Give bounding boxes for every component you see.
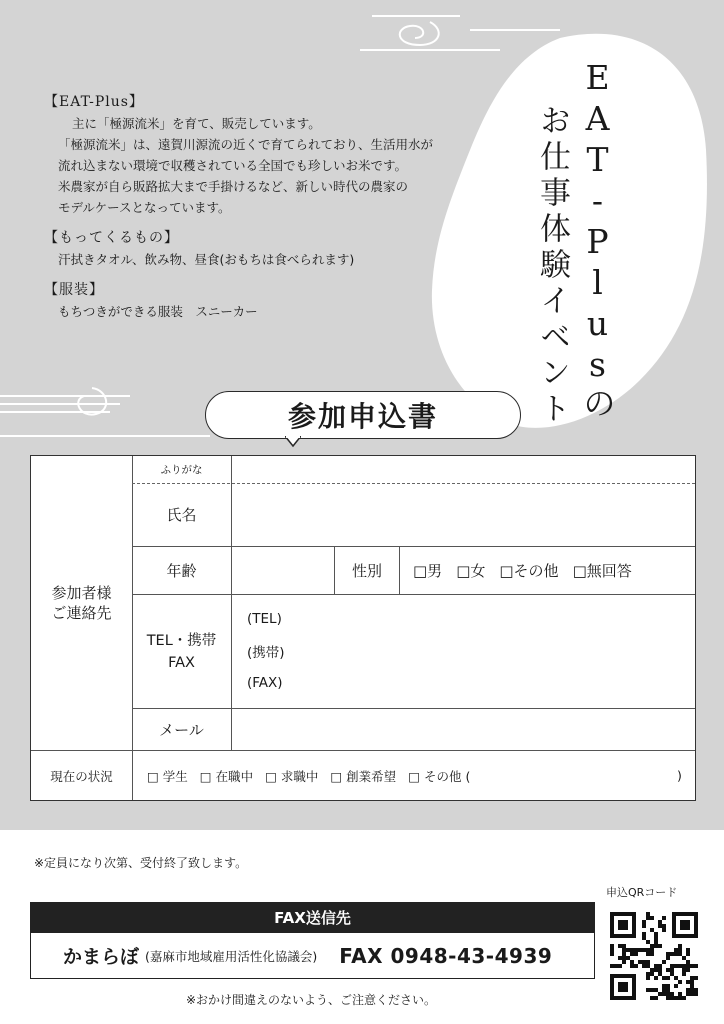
event-info xyxy=(44,92,464,322)
furigana-field[interactable] xyxy=(232,456,695,483)
bubble-tail xyxy=(285,436,301,448)
company-line: 主に「極源流米」を育て、販売しています。 xyxy=(72,116,321,131)
status-option-other[interactable]: □ その他 ( xyxy=(408,768,471,784)
gender-options xyxy=(413,547,695,594)
form-heading: 参加申込書 xyxy=(205,391,521,439)
org-name: かまらぼ xyxy=(63,946,140,968)
contact-label xyxy=(132,595,231,708)
status-other-close: ) xyxy=(677,768,682,783)
section-title-bring: 【もってくるもの】 xyxy=(44,230,179,246)
tel-field[interactable]: (TEL) xyxy=(247,611,282,627)
gender-label: 性別 xyxy=(351,562,382,580)
age-field[interactable] xyxy=(232,547,334,594)
section-body-company xyxy=(44,113,464,218)
section-title-company: 【EAT-Plus】 xyxy=(44,94,144,110)
age-label: 年齢 xyxy=(166,562,197,580)
company-line: 米農家が自ら販路拡大まで手掛けるなど、新しい時代の農家の xyxy=(58,179,409,194)
name-label: 氏名 xyxy=(166,506,197,524)
email-field[interactable] xyxy=(232,709,695,750)
event-title-line2: お仕事体験イベント xyxy=(534,104,570,428)
company-line: 流れ込まない環境で収穫されている全国でも珍しいお米です。 xyxy=(58,158,408,173)
wave-ornament-left xyxy=(0,388,210,436)
group-label-line2: ご連絡先 xyxy=(51,604,112,622)
org-subtitle: (嘉麻市地域雇用活性化協議会) xyxy=(145,948,318,964)
qr-label: 申込QRコード xyxy=(606,886,678,899)
status-option-student[interactable]: □ 学生 xyxy=(147,768,188,784)
gender-option-female[interactable]: □女 xyxy=(456,562,486,580)
mobile-field[interactable]: (携帯) xyxy=(247,645,285,661)
status-option-startup[interactable]: □ 創業希望 xyxy=(330,768,397,784)
furigana-label: ふりがな xyxy=(160,464,203,476)
divider xyxy=(399,547,400,594)
fax-field[interactable]: (FAX) xyxy=(247,675,283,691)
section-body-clothing: もちつきができる服装 スニーカー xyxy=(58,304,258,319)
wave-ornament-top xyxy=(360,16,560,50)
status-option-employed[interactable]: □ 在職中 xyxy=(199,768,254,784)
company-line: 「極源流米」は、遠賀川源流の近くで育てられており、生活用水が xyxy=(58,137,434,152)
email-label: メール xyxy=(159,721,204,739)
gender-option-male[interactable]: □男 xyxy=(413,562,443,580)
section-body-bring: 汗拭きタオル、飲み物、昼食(おもちは食べられます) xyxy=(58,252,355,267)
gender-option-no-answer[interactable]: □無回答 xyxy=(572,562,632,580)
name-field[interactable] xyxy=(232,484,695,546)
capacity-note: ※定員になり次第、受付終了致します。 xyxy=(34,856,248,870)
participant-contact-label xyxy=(31,456,132,750)
application-form xyxy=(30,455,696,801)
caution-note: ※おかけ間違えのないよう、ご注意ください。 xyxy=(186,993,437,1007)
status-options xyxy=(147,751,657,800)
gender-option-other[interactable]: □その他 xyxy=(499,562,559,580)
group-label-line1: 参加者様 xyxy=(51,584,112,602)
status-option-job-seeking[interactable]: □ 求職中 xyxy=(265,768,319,784)
event-title-line1: EAT-Plusの xyxy=(578,58,617,421)
fax-destination xyxy=(30,933,595,979)
company-line: モデルケースとなっています。 xyxy=(58,200,231,215)
contact-label-line1: TEL・携帯 xyxy=(146,632,217,649)
status-label: 現在の状況 xyxy=(50,768,113,784)
fax-heading: FAX送信先 xyxy=(30,902,595,933)
section-title-clothing: 【服装】 xyxy=(44,282,104,298)
contact-label-line2: FAX xyxy=(168,654,195,671)
qr-code-icon[interactable] xyxy=(608,910,700,1002)
fax-number: FAX 0948-43-4939 xyxy=(339,943,553,968)
